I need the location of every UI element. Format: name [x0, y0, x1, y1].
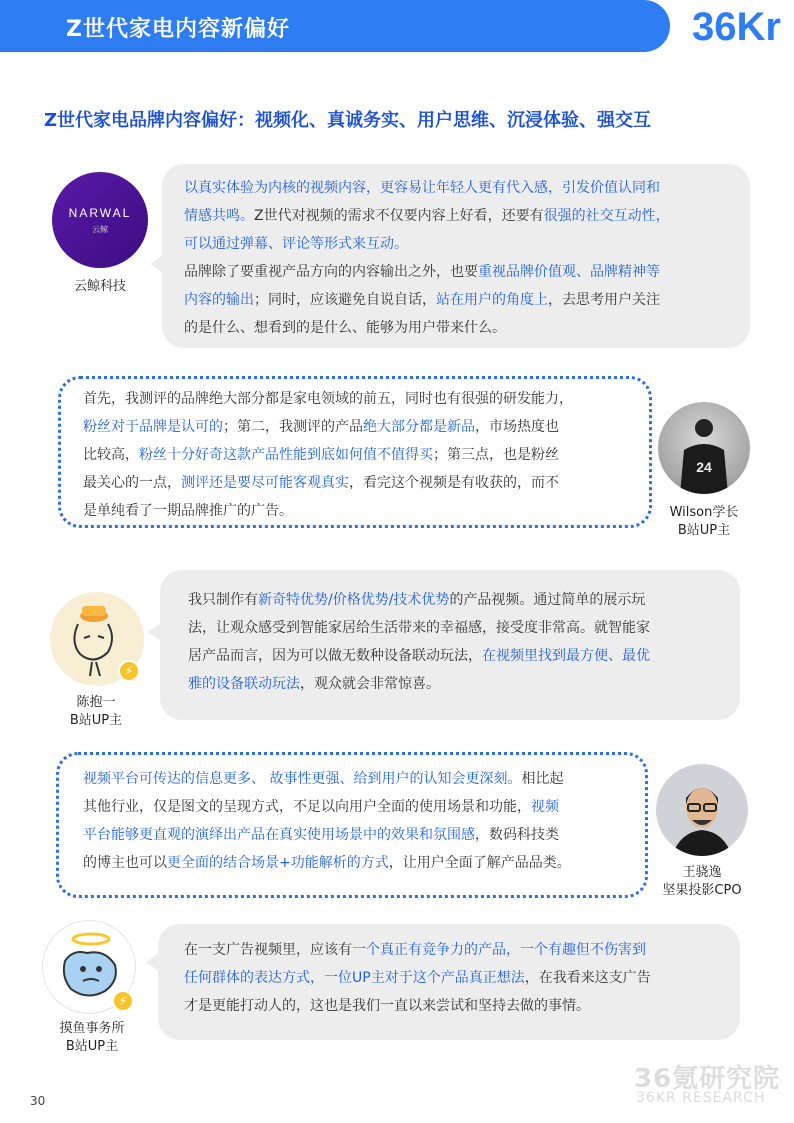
- wilson-avatar: [658, 402, 750, 494]
- quote-text-segment: ，数码科技类: [475, 827, 559, 843]
- quote-text-segment: 才是更能打动人的，这也是我们一直以来尝试和坚持去做的事情。: [184, 998, 590, 1014]
- quote-text-segment: ；同时，应该避免自说自话，: [254, 292, 436, 308]
- quote-line: [184, 286, 734, 314]
- quote-line: [83, 821, 635, 849]
- highlighted-text: 粉丝对于品牌是认可的: [83, 419, 223, 435]
- quote-text-segment: ，去思考用户关注: [548, 292, 660, 308]
- quote-text: [184, 174, 734, 342]
- quote-text-segment: ，看完这个视频是有收获的，而不: [349, 475, 559, 491]
- quote-line: [184, 174, 734, 202]
- quote-text-segment: ；第三点，也是粉丝: [433, 447, 559, 463]
- quote-line: [184, 964, 726, 992]
- highlighted-text: 更全面的结合场景+功能解析的方式: [167, 855, 389, 871]
- portrait-icon: [656, 764, 748, 856]
- quote-text-segment: 我只制作有: [188, 592, 258, 608]
- quote-text: [83, 385, 639, 525]
- quote-bubble: [160, 570, 740, 720]
- quote-line: [83, 765, 635, 793]
- quote-line: [83, 849, 635, 877]
- highlighted-text: 一个真正有竞争力的产品，一个有趣但不伤害到: [352, 942, 646, 958]
- quote-text-segment: 相比起: [521, 771, 564, 787]
- quote-line: [184, 230, 734, 258]
- highlighted-text: 可以通过弹幕、评论等形式来互动。: [184, 236, 408, 252]
- speaker-role: B站UP主: [65, 1039, 119, 1054]
- section-subtitle: Z世代家电品牌内容偏好：视频化、真诚务实、用户思维、沉浸体验、强交互: [44, 110, 652, 131]
- quote-text-segment: 比较高，: [83, 447, 139, 463]
- svg-text:24: 24: [696, 459, 712, 475]
- narwal-logo: NARWAL 云鲸: [52, 172, 148, 268]
- highlighted-text: 以真实体验为内核的视频内容，更容易让年轻人更有代入感，引发价值认同和: [184, 180, 660, 196]
- quote-line: [83, 413, 639, 441]
- quote-line: [83, 469, 639, 497]
- speaker-name: Wilson学长: [669, 505, 739, 520]
- quote-text-segment: ，让用户全面了解产品品类。: [388, 855, 571, 871]
- speaker-name: 摸鱼事务所: [59, 1021, 125, 1036]
- speaker-role: 坚果投影CPO: [662, 883, 742, 898]
- jersey-icon: [658, 402, 750, 494]
- quote-bubble: [162, 164, 750, 348]
- quote-line: [184, 258, 734, 286]
- quote-text-segment: ，市场热度也: [475, 419, 559, 435]
- quote-bubble: [58, 376, 652, 528]
- quote-line: [83, 497, 639, 525]
- quote-text-segment: 首先，我测评的品牌绝大部分都是家电领域的前五，同时也有很强的研发能力，: [83, 391, 573, 407]
- highlighted-text: 平台能够更直观的演绎出产品在真实使用场景中的效果和氛围感: [83, 827, 475, 843]
- quote-text-segment: 的产品视频。通过简单的展示玩: [449, 592, 646, 608]
- lightning-badge-icon: ⚡: [112, 990, 134, 1012]
- quote-text: [184, 936, 726, 1020]
- quote-text-segment: 法，让观众感受到智能家居给生活带来的幸福感，接受度非常高。就智能家: [188, 620, 650, 636]
- lightning-badge-icon: ⚡: [118, 660, 140, 682]
- quote-text-segment: 最关心的一点，: [83, 475, 181, 491]
- quote-text: [188, 586, 726, 698]
- highlighted-text: 在视频里找到最方便、最优: [482, 648, 650, 664]
- quote-text-segment: ，观众就会非常惊喜。: [300, 676, 440, 692]
- quote-text-segment: 的博主也可以: [83, 855, 167, 871]
- highlighted-text: 绝大部分都是新品: [363, 419, 475, 435]
- watermark-en: 36KR RESEARCH: [636, 1090, 766, 1106]
- highlighted-text: 很强的社交互动性，: [543, 208, 670, 224]
- highlighted-text: 粉丝十分好奇这款产品性能到底如何值不值得买: [139, 447, 433, 463]
- quote-text-segment: 是单纯看了一期品牌推广的广告。: [83, 503, 293, 519]
- quote-line: [188, 642, 726, 670]
- highlighted-text: 情感共鸣。: [184, 208, 254, 224]
- quote-line: [184, 992, 726, 1020]
- highlighted-text: 任何群体的表达方式，一位UP主对于这个产品真正想法: [184, 970, 525, 986]
- quote-text-segment: ；第二，我测评的产品: [223, 419, 363, 435]
- wangxiaoyi-avatar: [656, 764, 748, 856]
- quote-text-segment: 居产品而言，因为可以做无数种设备联动玩法，: [188, 648, 482, 664]
- quote-line: [83, 441, 639, 469]
- quote-text-segment: 的是什么、想看到的是什么、能够为用户带来什么。: [184, 320, 506, 336]
- speaker-role: B站UP主: [677, 523, 731, 538]
- quote-line: [184, 936, 726, 964]
- highlighted-text: 视频平台可传达的信息更多、 故事性更强、给到用户的认知会更深刻。: [83, 771, 522, 787]
- quote-line: [83, 793, 635, 821]
- highlighted-text: 新奇特优势/价格优势/技术优势: [258, 592, 450, 608]
- 36kr-logo: [692, 2, 792, 52]
- speaker-name: 王骁逸: [682, 865, 722, 880]
- quote-text-segment: 其他行业，仅是图文的呈现方式，不足以向用户全面的使用场景和功能，: [83, 799, 531, 815]
- quote-bubble: [158, 924, 740, 1040]
- quote-text-segment: 在一支广告视频里，应该有: [184, 942, 352, 958]
- quote-text: [83, 765, 635, 877]
- quote-text-segment: Z世代对视频的需求不仅要内容上好看，还要有: [254, 208, 544, 224]
- highlighted-text: 站在用户的角度上: [436, 292, 548, 308]
- quote-text-segment: ，在我看来这支广告: [524, 970, 651, 986]
- quote-text-segment: 品牌除了要重视产品方向的内容输出之外，也要: [184, 264, 478, 280]
- highlighted-text: 重视品牌价值观、品牌精神等: [478, 264, 660, 280]
- quote-line: [188, 670, 726, 698]
- speaker-name: 陈抱一: [76, 695, 116, 710]
- quote-line: [83, 385, 639, 413]
- highlighted-text: 内容的输出: [184, 292, 254, 308]
- quote-line: [188, 614, 726, 642]
- page-number: 30: [30, 1094, 46, 1108]
- speaker-role: B站UP主: [69, 713, 123, 728]
- highlighted-text: 测评还是要尽可能客观真实: [181, 475, 349, 491]
- quote-line: [184, 202, 734, 230]
- page-title: Z世代家电内容新偏好: [66, 17, 290, 42]
- quote-line: [184, 314, 734, 342]
- watermark-cn: 36氪研究院: [634, 1064, 781, 1094]
- highlighted-text: 视频: [531, 799, 559, 815]
- speaker-name: 云鲸科技: [73, 279, 126, 294]
- highlighted-text: 雅的设备联动玩法: [188, 676, 300, 692]
- quote-line: [188, 586, 726, 614]
- svg-text:36Kr: 36Kr: [692, 5, 781, 49]
- quote-bubble: [56, 752, 648, 898]
